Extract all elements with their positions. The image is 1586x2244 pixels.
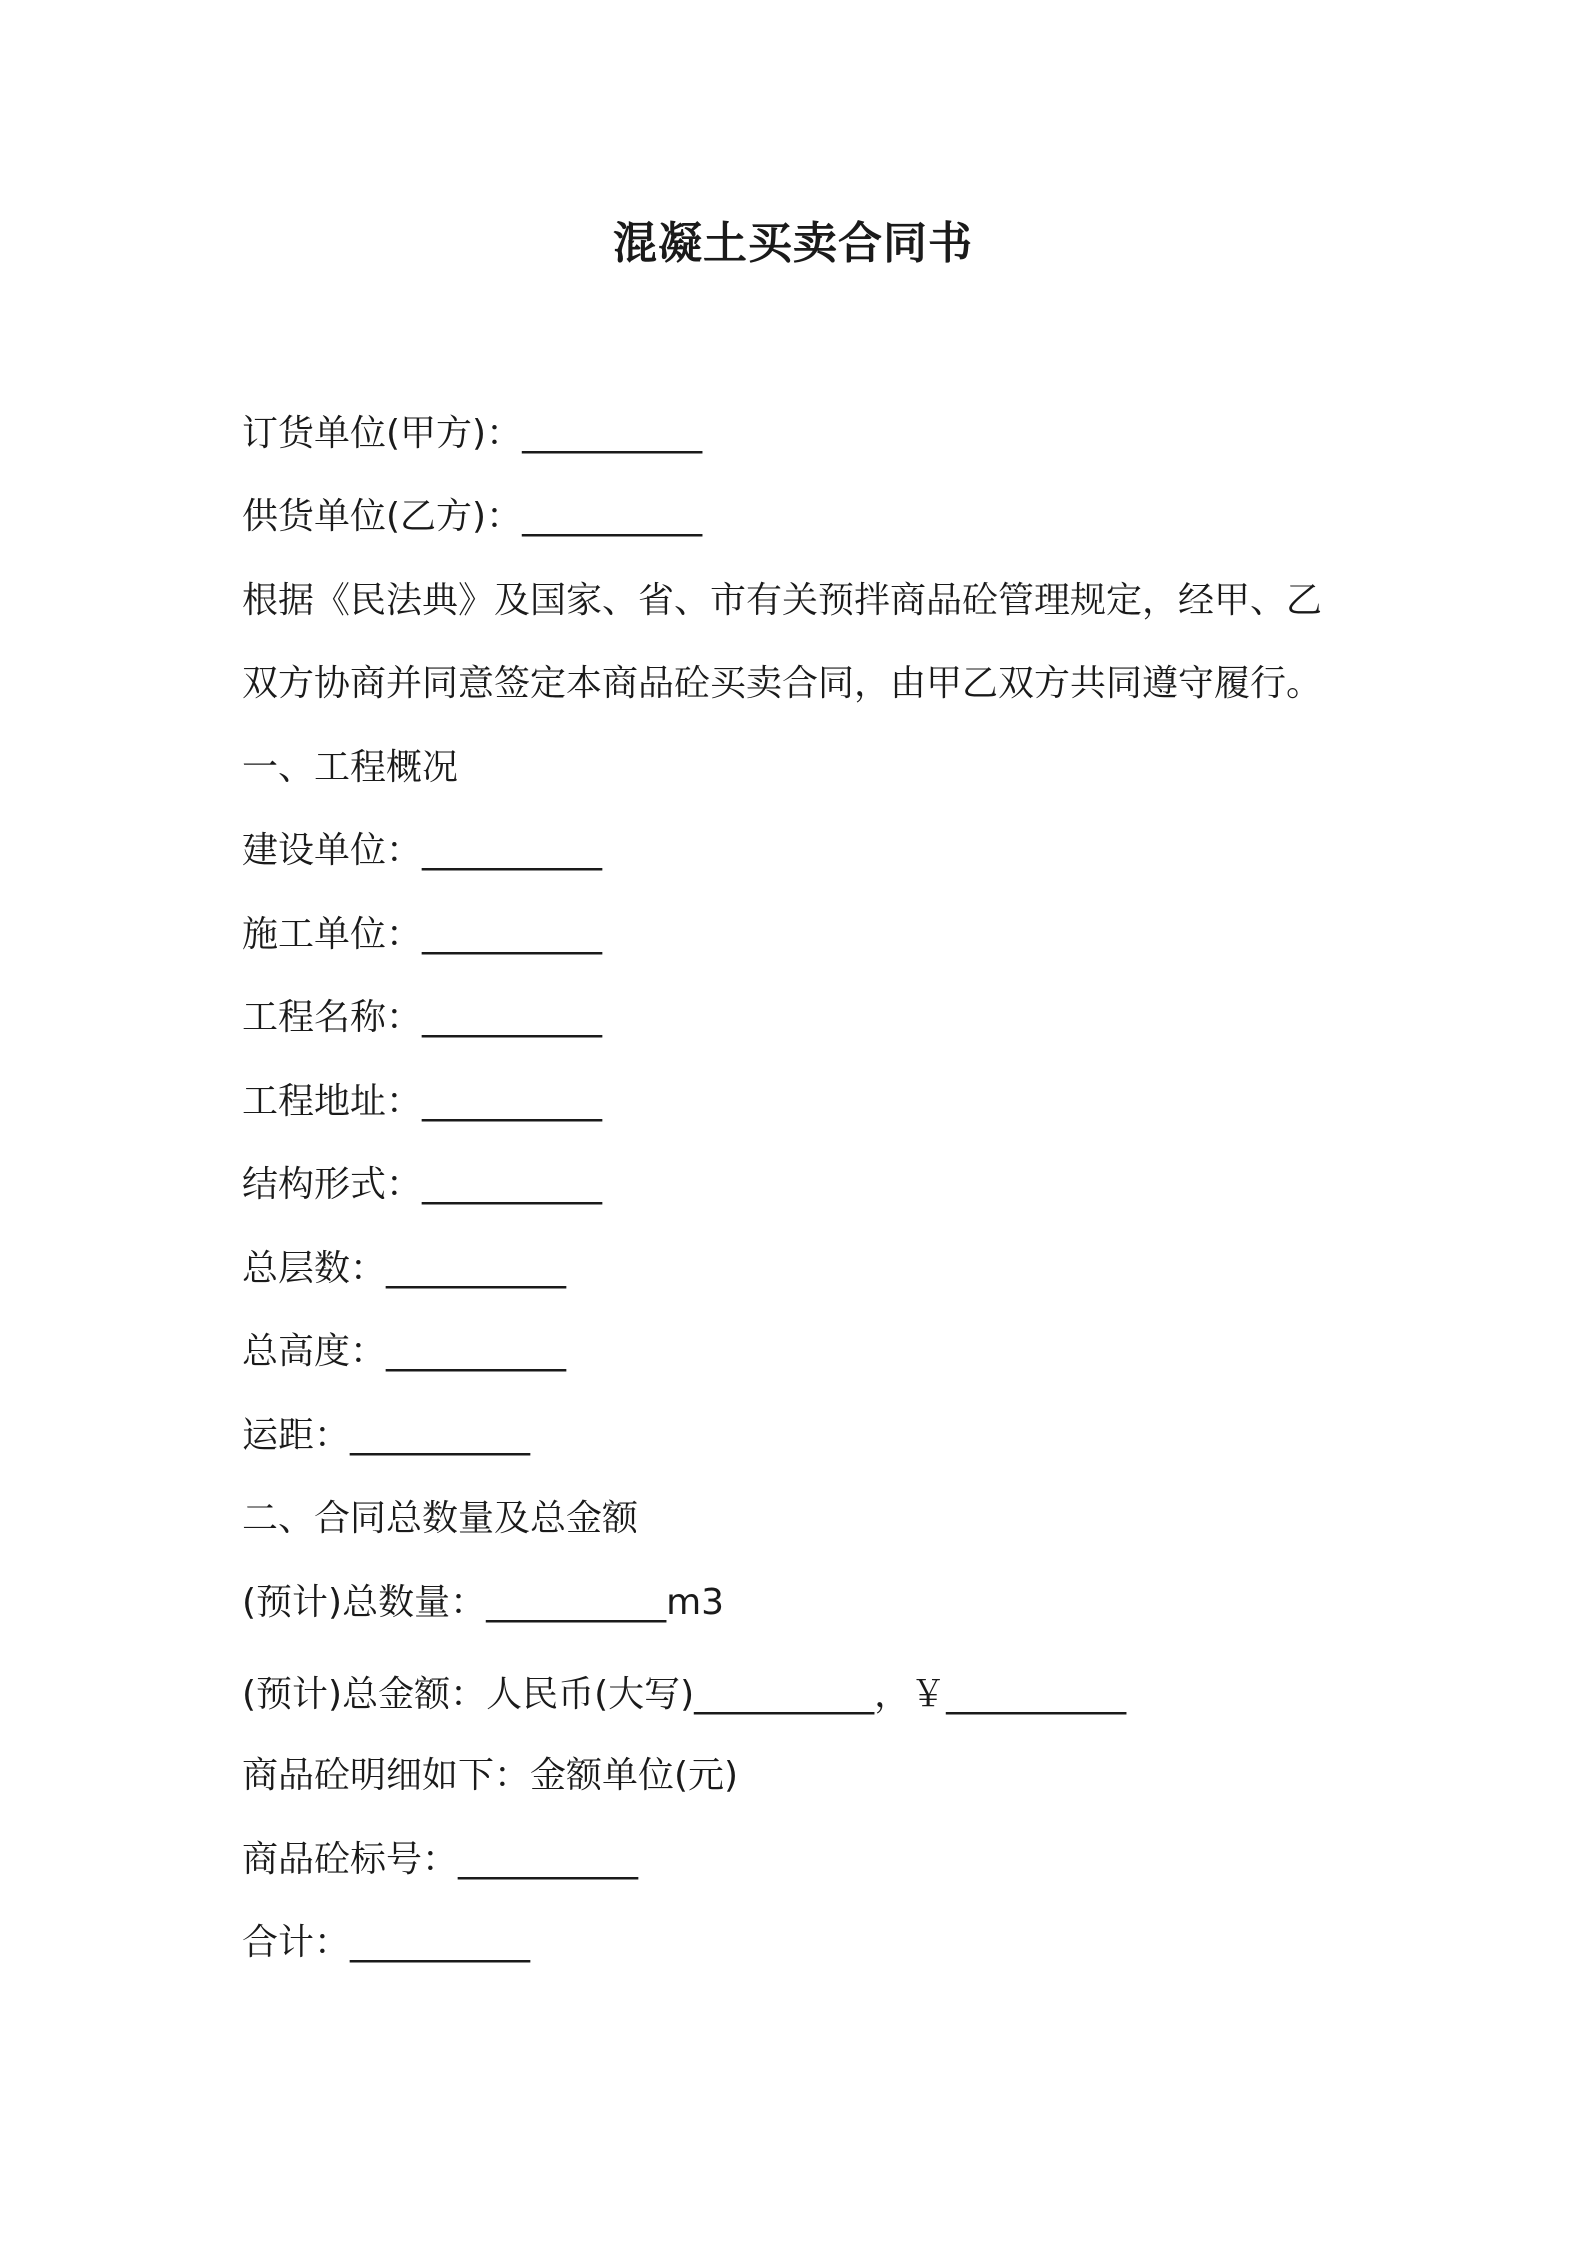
page-title: 混凝土买卖合同书 — [613, 218, 973, 269]
concrete-grade-field: 商品砼标号：__________ — [242, 1839, 639, 1880]
project-name-field: 工程名称：__________ — [242, 997, 603, 1038]
builder-unit-field: 施工单位：__________ — [242, 914, 603, 955]
section-1-heading: 一、工程概况 — [242, 747, 459, 788]
total-floors-field: 总层数：__________ — [242, 1248, 567, 1289]
total-height-field: 总高度：__________ — [242, 1331, 567, 1372]
structure-type-field: 结构形式：__________ — [242, 1164, 603, 1205]
haul-distance-field: 运距：__________ — [242, 1415, 531, 1456]
total-sum-field: 合计：__________ — [242, 1922, 531, 1963]
party-a-field: 订货单位(甲方)：__________ — [242, 413, 703, 454]
detail-heading: 商品砼明细如下：金额单位(元) — [242, 1755, 739, 1796]
party-b-field: 供货单位(乙方)：__________ — [242, 496, 703, 537]
section-2-heading: 二、合同总数量及总金额 — [242, 1498, 639, 1539]
intro-paragraph-line-1: 根据《民法典》及国家、省、市有关预拌商品砼管理规定，经甲、乙 — [242, 580, 1323, 621]
total-amount-field: (预计)总金额：人民币(大写)__________，￥__________ — [242, 1674, 1127, 1715]
project-address-field: 工程地址：__________ — [242, 1081, 603, 1122]
construction-unit-field: 建设单位：__________ — [242, 830, 603, 871]
intro-paragraph-line-2: 双方协商并同意签定本商品砼买卖合同，由甲乙双方共同遵守履行。 — [242, 663, 1323, 704]
total-quantity-field: (预计)总数量：__________m3 — [242, 1582, 725, 1623]
